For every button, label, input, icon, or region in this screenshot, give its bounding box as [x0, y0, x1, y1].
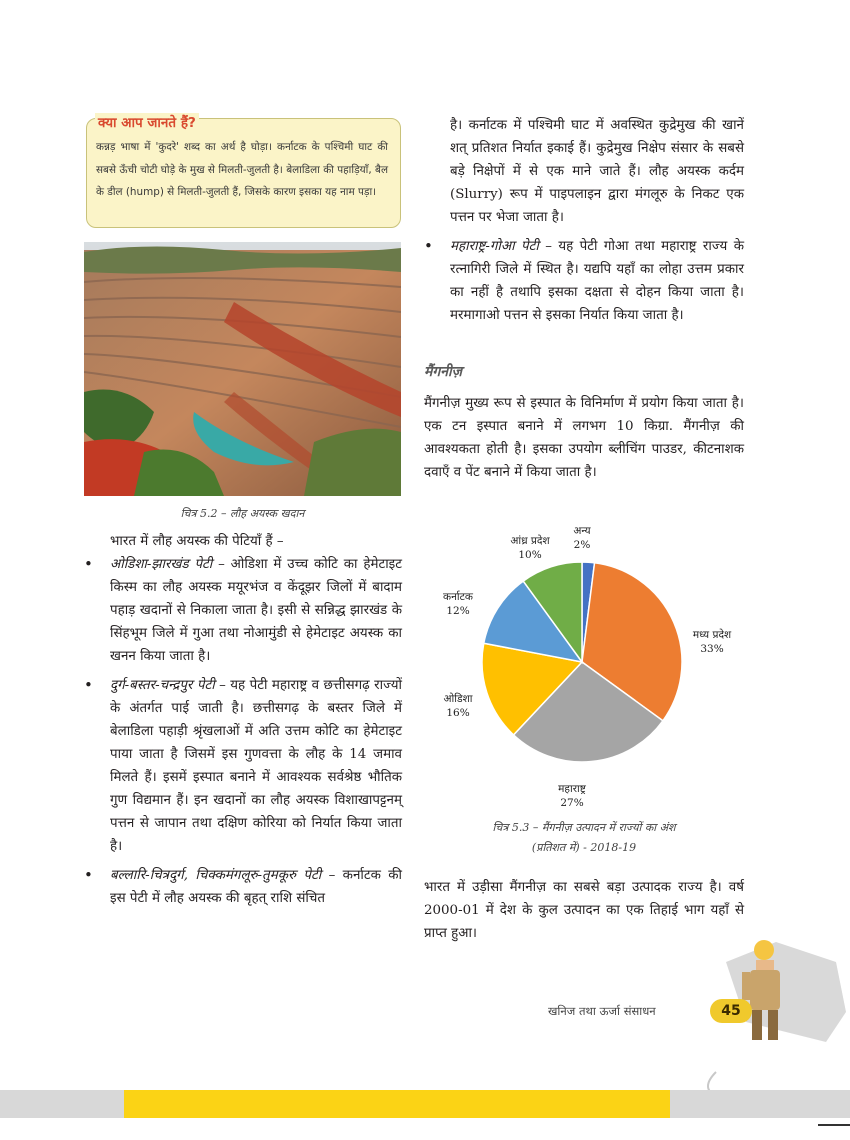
chart-caption-line1: चित्र 5.3 – मैंगनीज़ उत्पादन में राज्यों का अंश — [492, 821, 676, 834]
list-item — [84, 674, 402, 858]
pie-category-label: आंध्र प्रदेश — [510, 535, 550, 547]
manganese-paragraph: मैंगनीज़ मुख्य रूप से इस्पात के विनिर्माण में प्रयोग किया जाता है। एक टन इस्पात बनाने में लगभग 10 किग्रा. मैंगनीज़ की आवश्यकता होती है। इसका उपयोग ब्लीचिंग पाउडर, कीटनाशक दवाएँ व पेंट बनाने में किया जाता है। — [424, 396, 744, 480]
bullet-text: – कर्नाटक की इस पेटी में लौह अयस्क की बृहत् राशि संचित — [110, 868, 403, 906]
bullet-title: दुर्ग-बस्तर-चन्द्रपुर पेटी — [110, 678, 215, 693]
bullet-icon: • — [424, 237, 433, 255]
did-you-know-body: कन्नड़ भाषा में 'कुदरे' शब्द का अर्थ है घोड़ा। कर्नाटक के पश्चिमी घाट की सबसे ऊँची चोटी घोड़े के मुख से मिलती-जुलती है। बेलाडिला की पहाड़ियाँ, बैल के डील (hump) से मिलती-जुलती हैं, जिसके कारण इसका यह नाम पड़ा। — [96, 141, 388, 198]
bottom-dash — [818, 1124, 850, 1126]
section-heading-manganese: मैंगनीज़ — [424, 364, 463, 380]
iron-ore-mine-illustration — [84, 242, 401, 496]
kudremukh-paragraph: है। कर्नाटक में पश्चिमी घाट में अवस्थित कुद्रेमुख की खानें शत् प्रतिशत निर्यात इकाई हैं। कुद्रेमुख निक्षेप संसार के सबसे बड़े निक्षेपों में से एक माने जाते हैं। लौह अयस्क कर्दम (Slurry) रूप में पाइपलाइन द्वारा मंगलूरु के निकट एक पत्तन पर भेजा जाता है। — [450, 118, 744, 225]
photo-caption: चित्र 5.2 – लौह अयस्क खदान — [180, 507, 305, 520]
miner-body — [750, 970, 780, 1010]
pie-category-label: कर्नाटक — [443, 591, 473, 603]
bottom-yellow-band — [124, 1090, 670, 1118]
miner-leg-left — [752, 1010, 762, 1040]
page-number: 45 — [710, 999, 752, 1023]
bullet-text: – यह पेटी गोआ तथा महाराष्ट्र राज्य के रत्नागिरी जिले में स्थित है। यद्यपि यहाँ का लोहा उत्तम प्रकार का नहीं है तथापि इसका दक्षता से दोहन किया जाता है। मरमागाओ पत्तन से इसका निर्यात किया जाता है। — [450, 239, 744, 323]
did-you-know-title: क्या आप जानते हैं? — [95, 113, 199, 131]
bullet-text: – यह पेटी महाराष्ट्र व छत्तीसगढ़ राज्यों के अंतर्गत पाई जाती है। छत्तीसगढ़ के बस्तर जिले में बेलाडिला पहाड़ी श्रृंखलाओं में अति उत्तम कोटि का हेमेटाइट पाया जाता है जिसमें इस गुणवत्ता के लौह के 14 जमाव मिलते हैं। इसमें इस्पात बनाने में आवश्यक सर्वश्रेष्ठ भौतिक गुण विद्यमान हैं। इन खदानों का लौह अयस्क विशाखापट्टनम् पत्तन से जापान तथा दक्षिण कोरिया को निर्यात किया जाता है। — [110, 678, 402, 854]
bullet-icon: • — [84, 676, 93, 694]
bullet-text: – ओडिशा में उच्च कोटि का हेमेटाइट किस्म का लौह अयस्क मयूरभंज व केंदूझर जिलों में बादाम पहाड़ खदानों से निकाला जाता है। इसी से सन्निद्ध झारखंड के सिंहभूम जिले में गुआ तथा नोआमुंडी से हेमेटाइट अयस्क का खनन किया जाता है। — [110, 557, 402, 664]
pie-category-label: अन्य — [573, 525, 591, 537]
pie-value-label: 10% — [518, 549, 542, 561]
bullet-icon: • — [84, 866, 93, 884]
helmet-icon — [754, 940, 774, 960]
left-column — [84, 530, 402, 910]
bullet-title: ओडिशा-झारखंड पेटी — [110, 557, 213, 572]
right-column-top — [424, 114, 744, 327]
belts-intro: भारत में लौह अयस्क की पेटियाँ हैं – — [110, 534, 284, 549]
pie-category-label: मध्य प्रदेश — [692, 629, 732, 641]
pie-value-label: 2% — [573, 539, 591, 551]
chart-caption — [424, 818, 744, 858]
orissa-paragraph: भारत में उड़ीसा मैंगनीज़ का सबसे बड़ा उत्पादक राज्य है। वर्ष 2000-01 में देश के कुल उत्पादन का एक तिहाई भाग यहाँ से प्राप्त हुआ। — [424, 880, 744, 941]
pie-value-label: 12% — [446, 605, 470, 617]
pie-value-label: 16% — [446, 707, 470, 719]
iron-ore-mine-photo — [84, 242, 401, 496]
miner-arm — [742, 972, 750, 1000]
bullet-title: महाराष्ट्र-गोआ पेटी — [450, 239, 539, 254]
manganese-pie-chart — [424, 520, 744, 820]
chapter-title: खनिज तथा ऊर्जा संसाधन — [548, 1004, 656, 1018]
pie-value-label: 33% — [700, 643, 724, 655]
bullet-title: बल्लारि-चित्रदुर्ग, चिक्कमंगलूरु-तुमकूरु पेटी — [110, 868, 322, 883]
list-item — [84, 553, 402, 668]
miner-face — [756, 960, 774, 970]
chart-caption-line2: (प्रतिशत में) - 2018-19 — [531, 841, 637, 854]
pie-category-label: ओडिशा — [443, 693, 473, 705]
pie-value-label: 27% — [560, 797, 584, 809]
list-item — [84, 864, 402, 910]
pie-category-label: महाराष्ट्र — [558, 783, 586, 795]
list-item — [424, 235, 744, 327]
bullet-icon: • — [84, 555, 93, 573]
miner-leg-right — [768, 1010, 778, 1040]
